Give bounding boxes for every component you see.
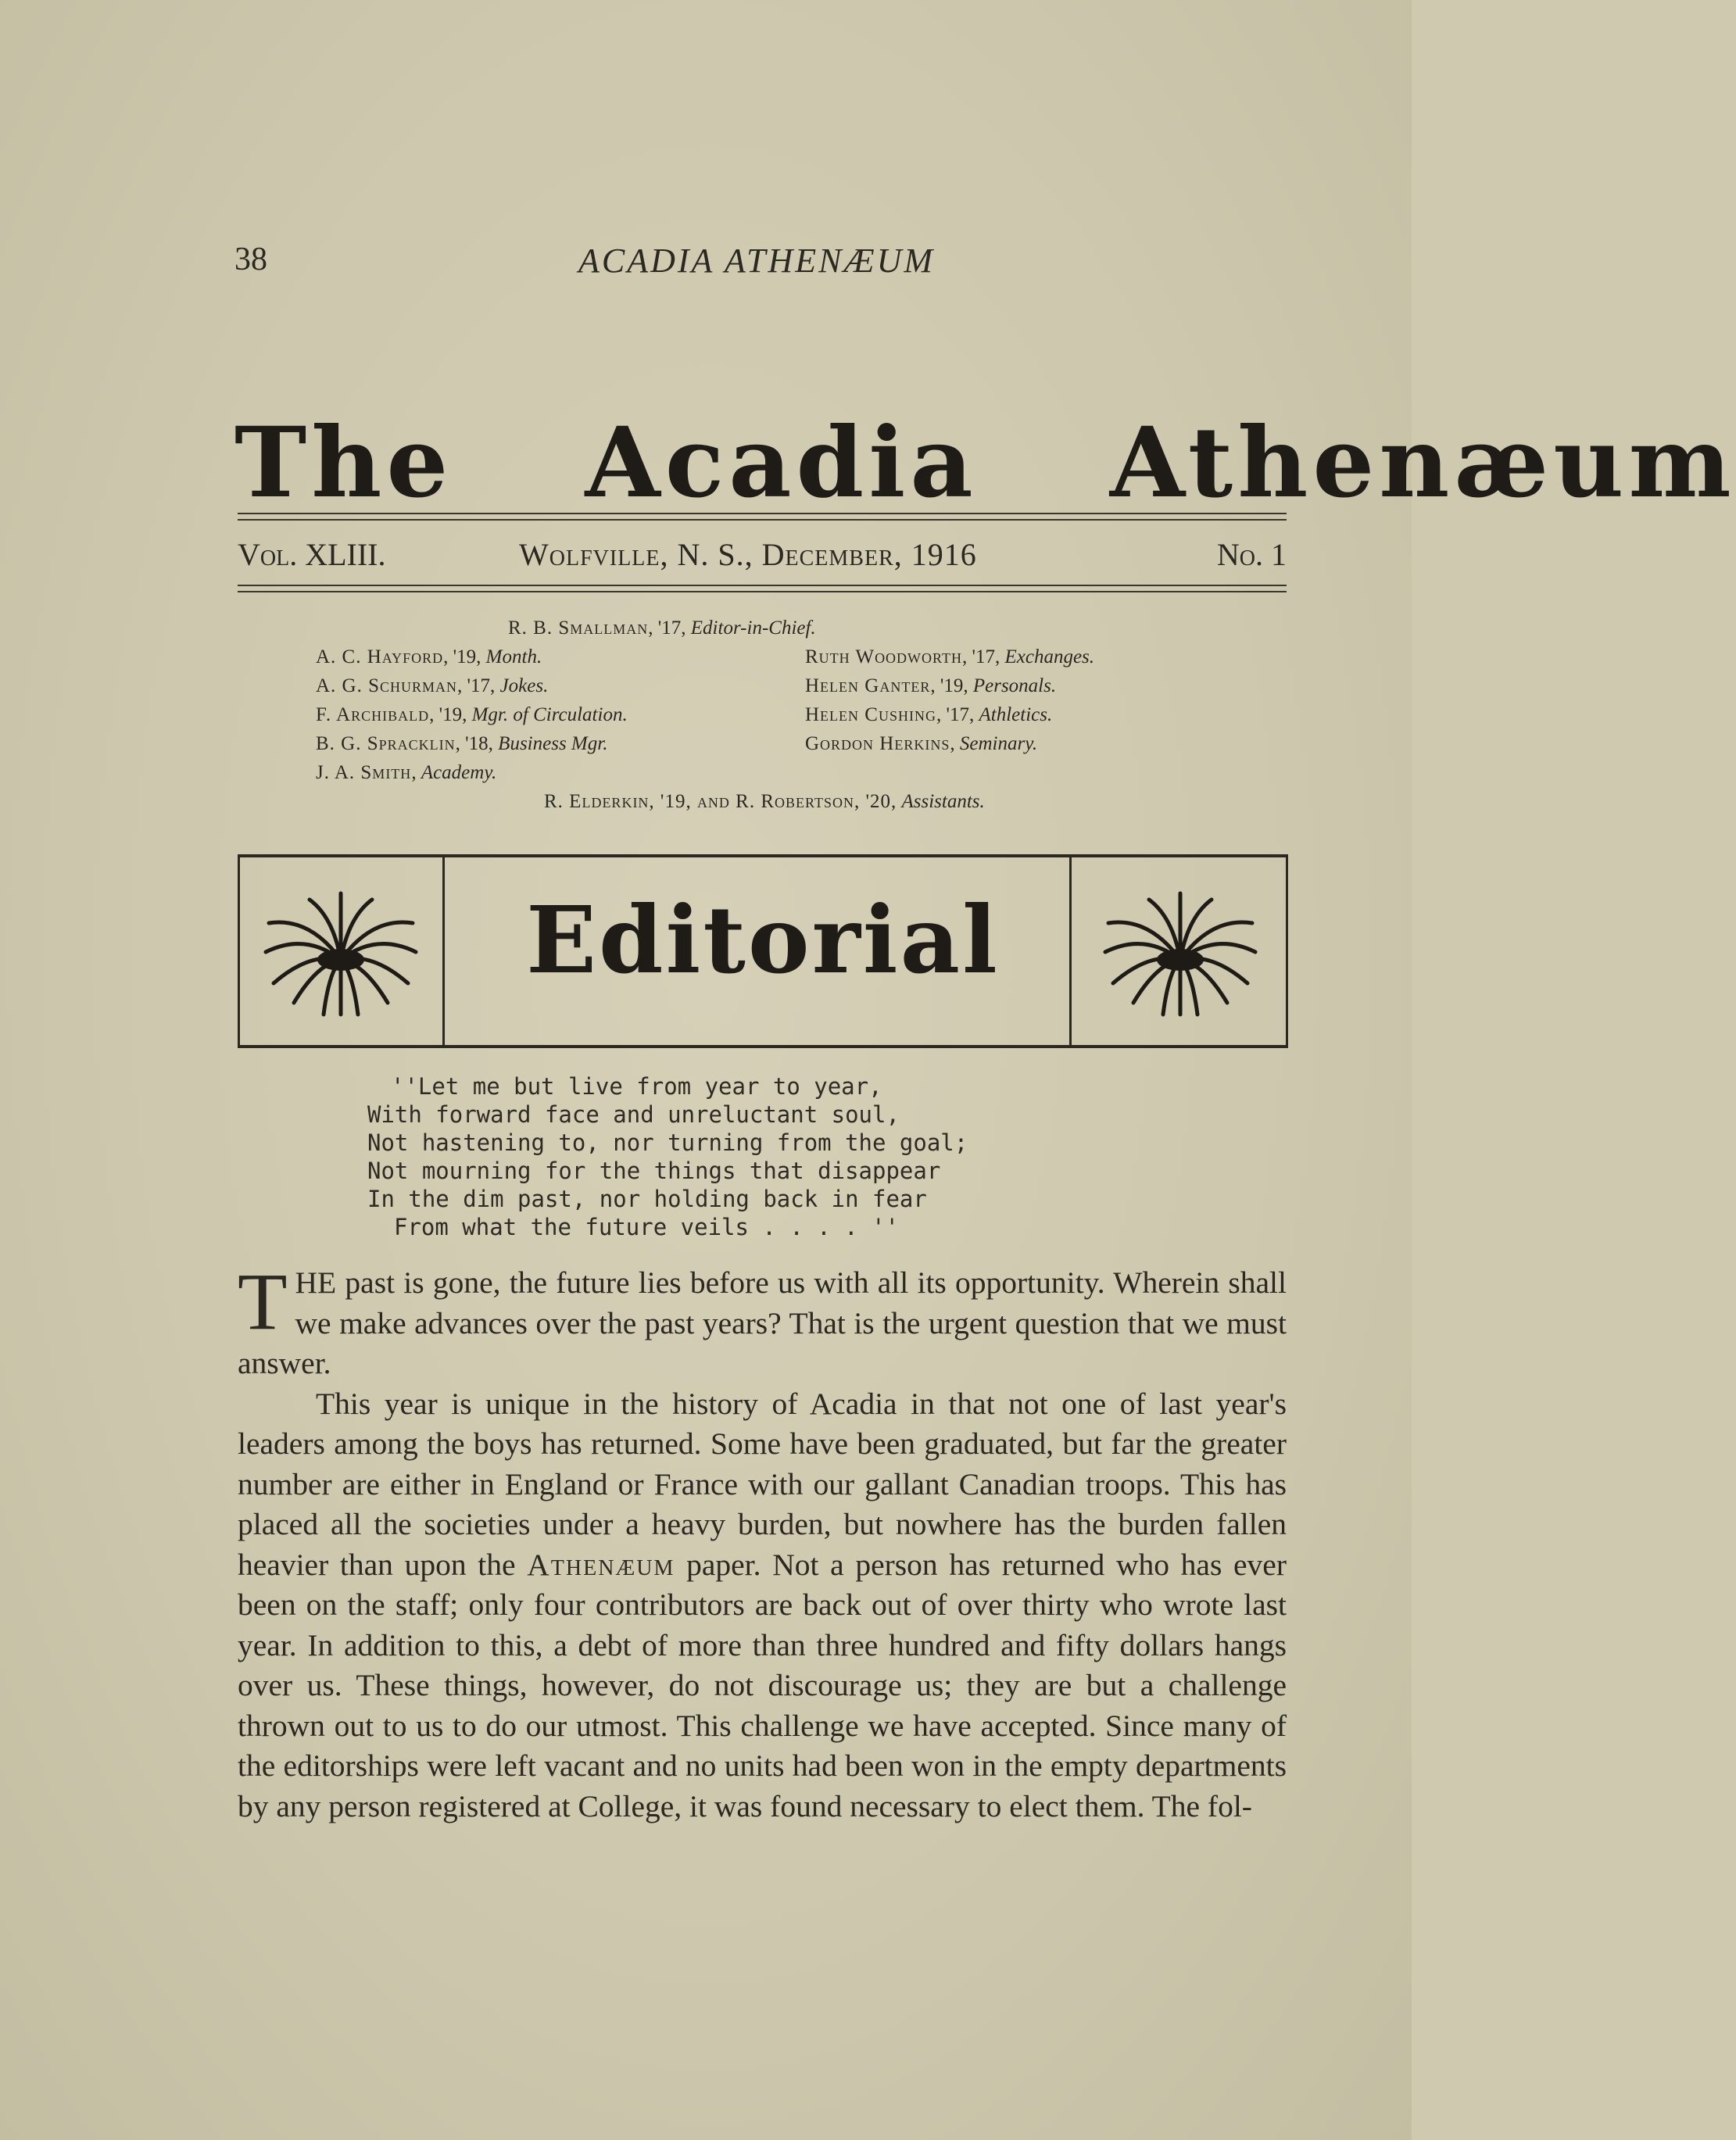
staff-role: Academy.	[421, 762, 497, 783]
poem-line: In the dim past, nor holding back in fear	[367, 1186, 927, 1212]
body-paragraph	[238, 1384, 1287, 1827]
staff-role: Month.	[485, 646, 542, 667]
staff-year: , '17,	[936, 704, 975, 725]
masthead-rule-top	[238, 513, 1287, 521]
staff-year: , '19,	[930, 675, 968, 696]
running-head	[234, 241, 1290, 288]
staff-role: Business Mgr.	[498, 733, 608, 754]
paragraph-text: This year is unique in the history of Acadia in that not one of last year's leaders among the boys has returned. Some have been graduated, but far the greater number are either in England or France with our gallant Canadian troops. This has placed all the societies under a heavy burden, but nowhere has the burden fallen heavier than upon the	[238, 1386, 1287, 1582]
issue-number: No. 1	[1216, 537, 1287, 572]
editorial-body	[238, 1257, 1287, 1827]
staff-name: J. A. Smith	[316, 762, 412, 783]
staff-year: ,	[950, 733, 955, 754]
staff-entry	[805, 671, 1094, 700]
staff-entry	[316, 671, 628, 700]
staff-entry	[316, 642, 628, 671]
assistants-role: Assistants.	[901, 791, 985, 812]
poem-line: From what the future veils . . . . ''	[394, 1214, 900, 1240]
staff-role: Editor-in-Chief.	[690, 617, 816, 639]
editorial-heading: Editorial	[526, 886, 1000, 994]
banner-divider	[1286, 854, 1288, 1048]
staff-role: Jokes.	[499, 675, 549, 696]
page-number: 38	[234, 242, 267, 277]
assistants-names: R. Elderkin, '19, and R. Robertson, '20,	[544, 791, 897, 812]
staff-column-right	[805, 642, 1094, 758]
place-date: Wolfville, N. S., December, 1916	[519, 537, 977, 572]
staff-name: F. Archibald	[316, 704, 430, 725]
staff-role: Seminary.	[959, 733, 1038, 754]
staff-role: Personals.	[972, 675, 1057, 696]
poem-line: Not hastening to, nor turning from the goal;	[367, 1129, 968, 1156]
poem-line: ''Let me but live from year to year,	[391, 1073, 882, 1100]
running-title: ACADIA ATHENÆUM	[578, 242, 936, 280]
staff-role: Athletics.	[979, 704, 1053, 725]
staff-entry	[805, 700, 1094, 729]
palm-plant-icon	[263, 886, 419, 1018]
athenaeum-small-caps: Athenæum	[527, 1547, 675, 1582]
staff-entry	[316, 758, 628, 787]
palm-plant-icon	[1102, 886, 1258, 1018]
staff-year: , '17,	[457, 675, 496, 696]
masthead-word-2: Acadia	[585, 406, 978, 520]
staff-year: ,	[411, 762, 417, 783]
staff-name: B. G. Spracklin	[316, 733, 456, 754]
staff-chief	[508, 614, 816, 642]
staff-name: Helen Ganter	[805, 675, 931, 696]
banner-divider	[238, 854, 240, 1048]
staff-name: Gordon Herkins	[805, 733, 950, 754]
banner-rule-bottom	[238, 1045, 1288, 1048]
staff-name: R. B. Smallman	[508, 617, 649, 639]
staff-entry	[805, 642, 1094, 671]
staff-year: , '18,	[455, 733, 493, 754]
lead-caps: HE	[295, 1265, 337, 1300]
staff-entry	[316, 729, 628, 758]
staff-entry	[316, 700, 628, 729]
poem-line: Not mourning for the things that disappear	[367, 1158, 941, 1184]
body-paragraph	[238, 1257, 1287, 1384]
editorial-banner	[238, 854, 1288, 1048]
staff-year: , '17,	[648, 617, 686, 639]
staff-name: Ruth Woodworth	[805, 646, 962, 667]
staff-role: Exchanges.	[1004, 646, 1095, 667]
staff-role: Mgr. of Circulation.	[471, 704, 628, 725]
staff-name: A. C. Hayford	[316, 646, 444, 667]
staff-name: A. G. Schurman	[316, 675, 458, 696]
staff-year: , '17,	[961, 646, 1000, 667]
staff-year: , '19,	[429, 704, 467, 725]
masthead-word-3: Athenæum	[1109, 406, 1736, 520]
banner-rule-top	[238, 854, 1288, 857]
staff-year: , '19,	[443, 646, 481, 667]
masthead-title	[234, 406, 1736, 520]
staff-assistants	[544, 787, 985, 816]
poem-line: With forward face and unreluctant soul,	[367, 1101, 900, 1128]
staff-entry	[805, 729, 1094, 758]
epigraph-poem	[367, 1072, 968, 1241]
staff-name: Helen Cushing	[805, 704, 936, 725]
volume-label: Vol. XLIII.	[238, 537, 386, 572]
paragraph-text: past is gone, the future lies before us with all its opportunity. Wherein shall we make advances over the past years? That is the urgent question that we must answer.	[238, 1265, 1287, 1380]
masthead-rule-bottom	[238, 585, 1287, 592]
drop-cap: T	[238, 1257, 288, 1347]
masthead-word-1: The	[234, 406, 453, 520]
paragraph-text: paper. Not a person has returned who has ever been on the staff; only four contributors are back out of over thirty who wrote last year. In addition to this, a debt of more than three hundred and fifty dollars hangs over us. These things, however, do not discourage us; they are but a challenge thrown out to us to do our utmost. This challenge we have accepted. Since many of the editorships were left vacant and no units had been won in the empty departments by any person registered at College, it was found necessary to elect them. The fol-	[238, 1547, 1287, 1823]
issue-line	[238, 536, 1287, 575]
staff-column-left	[316, 642, 628, 787]
